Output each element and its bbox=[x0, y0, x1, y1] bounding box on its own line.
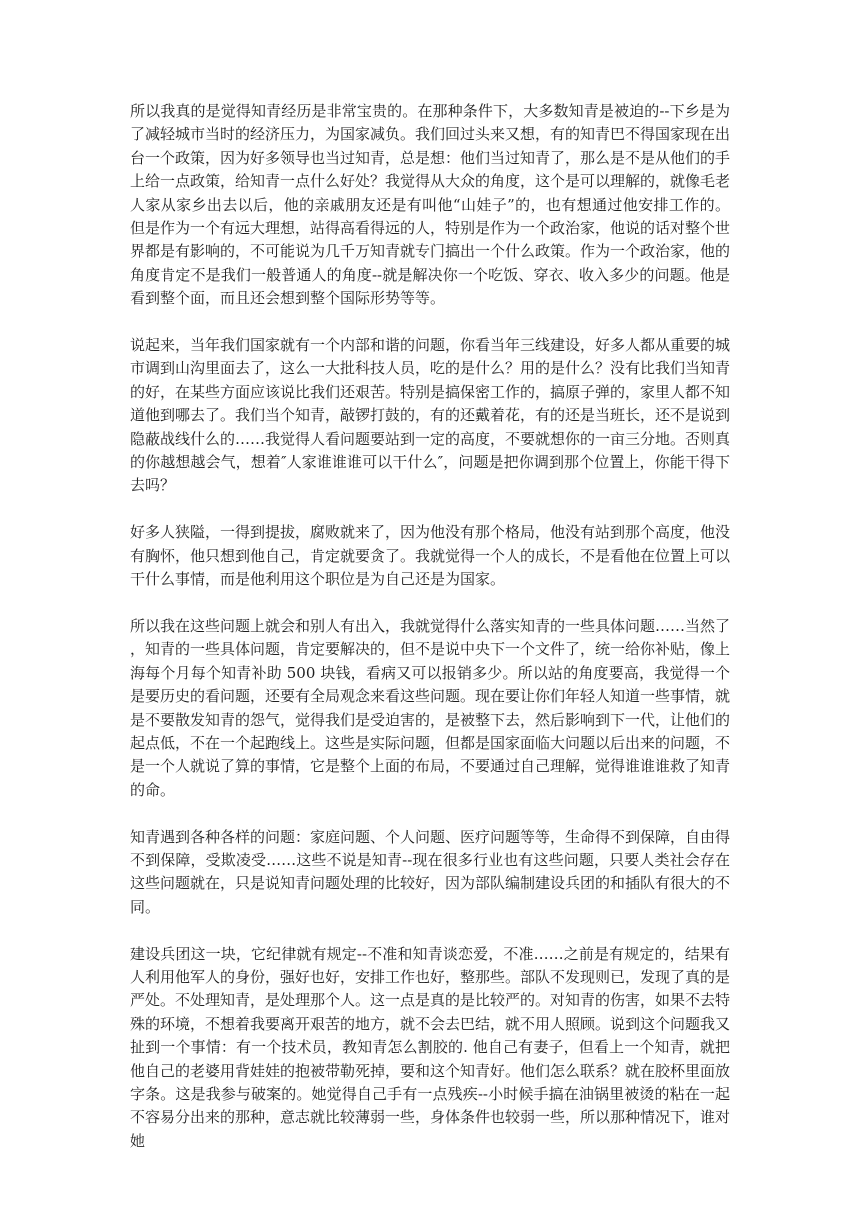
paragraph-1: 所以我真的是觉得知青经历是非常宝贵的。在那种条件下，大多数知青是被迫的--下乡是为了减轻城市当时的经济压力，为国家减负。我们回过头来又想，有的知青巴不得国家现在出台一个政策，因为好多领导也当过知青，总是想：他们当过知青了，那么是不是从他们的手上给一点政策，给知青一点什么好处？我觉得从大众的角度，这个是可以理解的，就像毛老人家从家乡出去以后，他的亲戚朋友还是有叫他“山娃子”的，也有想通过他安排工作的。但是作为一个有远大理想，站得高看得远的人，特别是作为一个政治家，他说的话对整个世界都是有影响的，不可能说为几千万知青就专门搞出一个什么政策。作为一个政治家，他的角度肯定不是我们一般普通人的角度--就是解决你一个吃饭、穿衣、收入多少的问题。他是看到整个面，而且还会想到整个国际形势等等。 bbox=[130, 102, 731, 308]
paragraph-6: 建设兵团这一块，它纪律就有规定--不准和知青谈恋爱，不准……之前是有规定的，结果有人利用他军人的身份，强好也好，安排工作也好，整那些。部队不发现则已，发现了真的是严处。不处理知青，是处理那个人。这一点是真的是比较严的。对知青的伤害，如果不去特殊的环境，不想着我要离开艰苦的地方，就不会去巴结，就不用人照顾。说到这个问题我又扯到一个事情：有一个技术员，教知青怎么割胶的. 他自己有妻子，但看上一个知青，就把他自己的老婆用背娃娃的抱被带勒死掉，要和这个知青好。他们怎么联系？就在胶杯里面放字条。这是我参与破案的。她觉得自己手有一点残疾--小时候手搞在油锅里被烫的粘在一起不容易分出来的那种，意志就比较薄弱一些，身体条件也较弱一些，所以那种情况下，谁对她 bbox=[130, 944, 731, 1150]
paragraph-3: 好多人狭隘，一得到提拔，腐败就来了，因为他没有那个格局，他没有站到那个高度，他没有胸怀，他只想到他自己，肯定就要贪了。我就觉得一个人的成长，不是看他在位置上可以干什么事情，而是他利用这个职位是为自己还是为国家。 bbox=[130, 523, 731, 589]
document-page bbox=[130, 100, 730, 1177]
paragraph-2: 说起来，当年我们国家就有一个内部和谐的问题，你看当年三线建设，好多人都从重要的城市调到山沟里面去了，这么一大批科技人员，吃的是什么？用的是什么？没有比我们当知青的好，在某些方面应该说比我们还艰苦。特别是搞保密工作的，搞原子弹的，家里人都不知道他到哪去了。我们当个知青，敲锣打鼓的，有的还戴着花，有的还是当班长，还不是说到隐蔽战线什么的……我觉得人看问题要站到一定的高度，不要就想你的一亩三分地。否则真的你越想越会气，想着″人家谁谁谁可以干什么″，问题是把你调到那个位置上，你能干得下去吗？ bbox=[130, 336, 731, 495]
paragraph-5: 知青遇到各种各样的问题：家庭问题、个人问题、医疗问题等等，生命得不到保障，自由得不到保障，受欺凌受……这些不说是知青--现在很多行业也有这些问题，只要人类社会存在这些问题就在，只是说知青问题处理的比较好，因为部队编制建设兵团的和插队有很大的不同。 bbox=[130, 827, 731, 916]
paragraph-4: 所以我在这些问题上就会和别人有出入，我就觉得什么落实知青的一些具体问题……当然了，知青的一些具体问题，肯定要解决的，但不是说中央下一个文件了，统一给你补贴，像上海每个月每个知青补助 500 块钱，看病又可以报销多少。所以站的角度要高，我觉得一个是要历史的看问题，还要有全局观念来看这些问题。现在要让你们年轻人知道一些事情，就是不要散发知青的怨气，觉得我们是受迫害的，是被整下去，然后影响到下一代，让他们的起点低，不在一个起跑线上。这些是实际问题，但都是国家面临大问题以后出来的问题，不是一个人就说了算的事情，它是整个上面的布局，不要通过自己理解，觉得谁谁谁救了知青的命。 bbox=[130, 616, 731, 799]
